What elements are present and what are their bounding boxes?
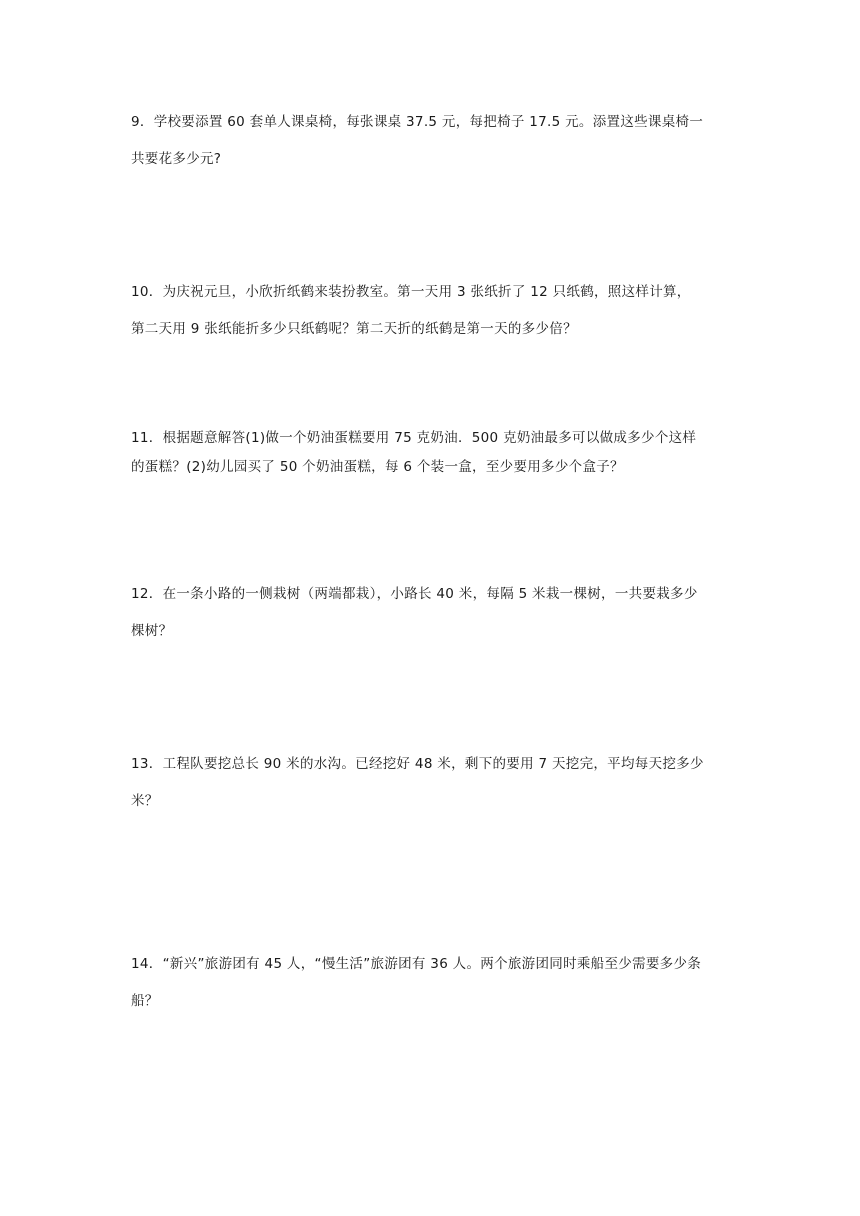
question-line: 13．工程队要挖总长 90 米的水沟。已经挖好 48 米，剩下的要用 7 天挖完，平均每天挖多少 — [131, 756, 704, 772]
question-line: 14．“新兴”旅游团有 45 人，“慢生活”旅游团有 36 人。两个旅游团同时乘船至少需要多少条 — [131, 956, 702, 972]
question-10 — [131, 274, 731, 348]
question-9 — [131, 104, 731, 178]
question-line: 11．根据题意解答(1)做一个奶油蛋糕要用 75 克奶油．500 克奶油最多可以做成多少个这样 — [131, 430, 697, 446]
question-line: 共要花多少元? — [131, 151, 222, 167]
question-line: 棵树？ — [131, 623, 173, 639]
question-13 — [131, 746, 731, 820]
question-14 — [131, 946, 731, 1020]
question-line: 12．在一条小路的一侧栽树（两端都栽），小路长 40 米，每隔 5 米栽一棵树，一共要栽多少 — [131, 586, 698, 602]
question-line: 9．学校要添置 60 套单人课桌椅，每张课桌 37.5 元，每把椅子 17.5 元。添置这些课桌椅一 — [131, 114, 704, 130]
question-11 — [131, 424, 731, 482]
question-line: 船？ — [131, 993, 159, 1009]
question-line: 的蛋糕？(2)幼儿园买了 50 个奶油蛋糕，每 6 个装一盒，至少要用多少个盒子？ — [131, 459, 624, 475]
question-line: 第二天用 9 张纸能折多少只纸鹤呢？第二天折的纸鹤是第一天的多少倍？ — [131, 321, 577, 337]
question-12 — [131, 576, 731, 650]
question-line: 10．为庆祝元旦，小欣折纸鹤来装扮教室。第一天用 3 张纸折了 12 只纸鹤，照这样计算， — [131, 284, 691, 300]
question-line: 米？ — [131, 793, 159, 809]
